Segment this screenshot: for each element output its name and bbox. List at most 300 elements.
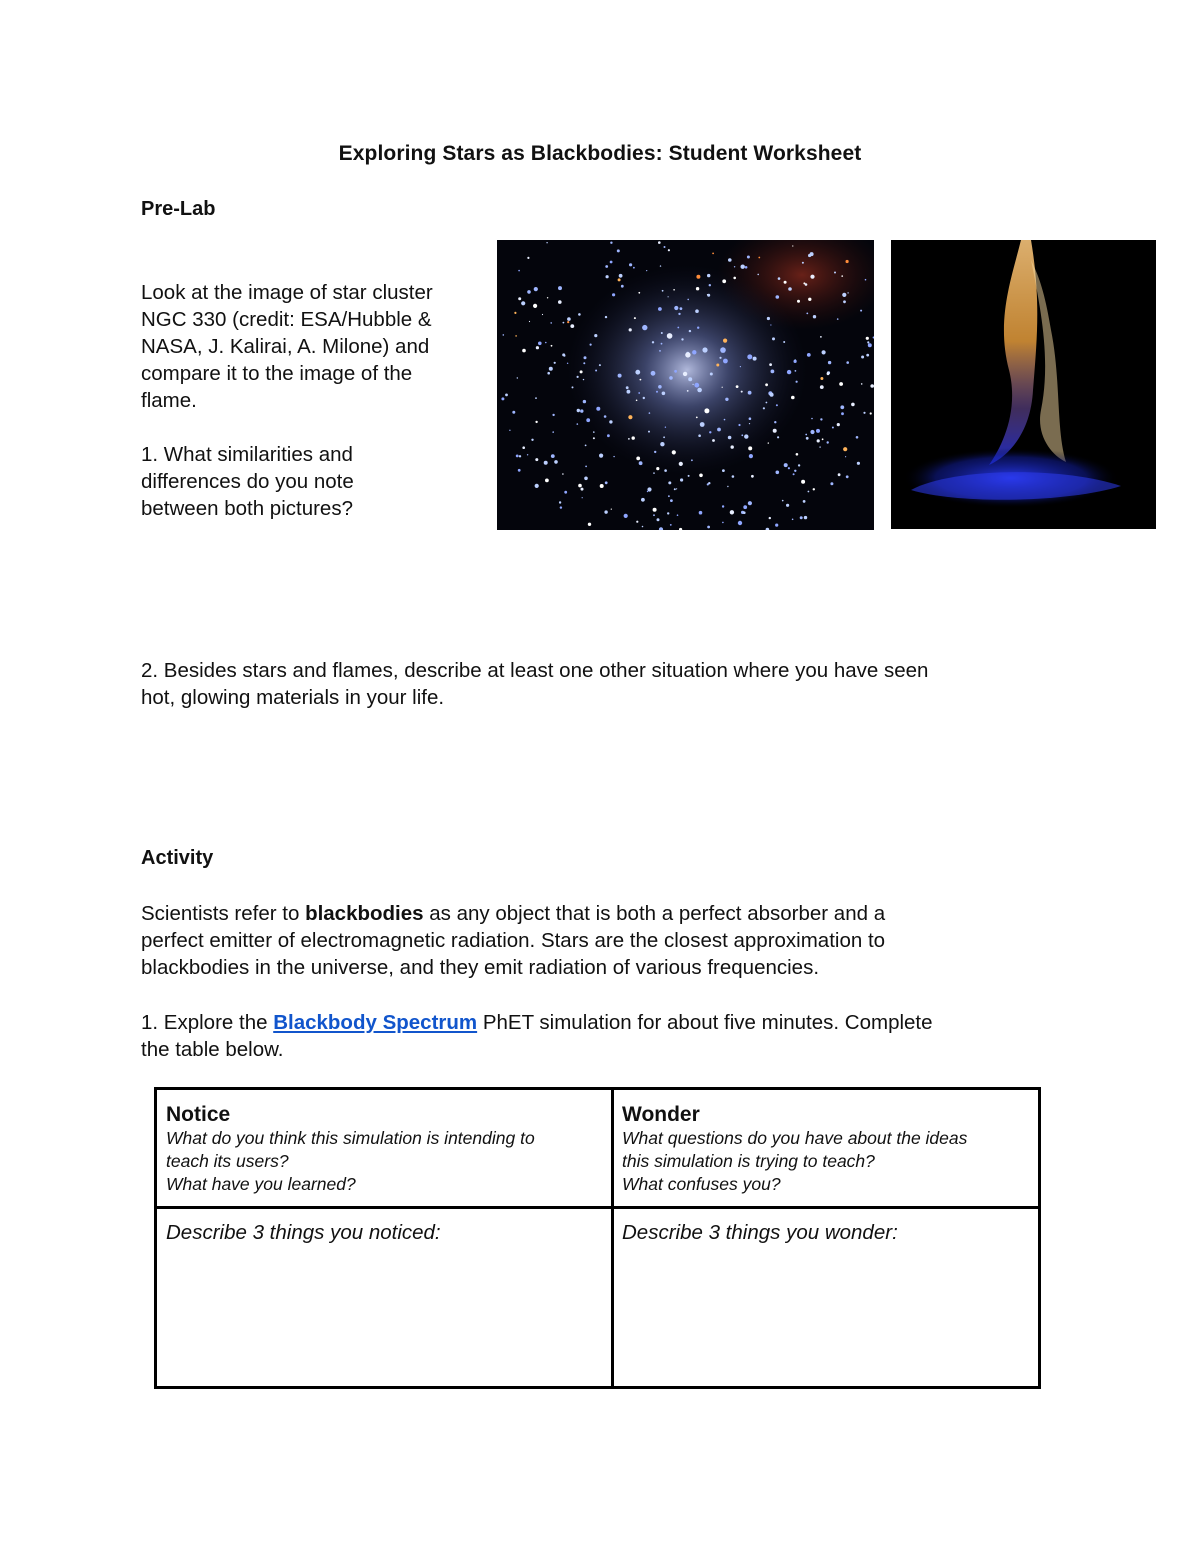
star-dot <box>636 400 638 402</box>
star-dot <box>851 403 855 407</box>
star-dot <box>745 266 748 269</box>
star-dot <box>863 412 865 414</box>
star-dot <box>819 446 820 447</box>
star-dot <box>722 505 724 507</box>
star-dot <box>567 363 568 364</box>
star-dot <box>769 517 771 519</box>
term-blackbodies: blackbodies <box>305 902 424 925</box>
star-dot <box>518 469 521 472</box>
star-dot <box>707 294 710 297</box>
star-dot <box>611 509 612 510</box>
star-dot <box>722 469 725 472</box>
star-dot <box>806 313 808 315</box>
star-dot <box>856 436 859 439</box>
star-dot <box>535 484 539 488</box>
star-dot <box>723 339 727 343</box>
star-dot <box>841 275 843 277</box>
star-dot <box>518 297 521 300</box>
star-dot <box>656 467 659 470</box>
star-dot <box>527 257 529 259</box>
star-dot <box>550 322 552 324</box>
star-dot <box>663 436 665 438</box>
star-dot <box>658 307 662 311</box>
star-dot <box>582 497 583 498</box>
star-dot <box>810 275 814 279</box>
star-dot <box>842 293 846 297</box>
star-dot <box>521 301 525 305</box>
notice-subtext: What do you think this simulation is intending to <box>166 1128 535 1148</box>
star-dot <box>866 337 869 340</box>
star-dot <box>538 342 542 346</box>
notice-answer-cell[interactable]: Describe 3 things you noticed: <box>166 1221 441 1244</box>
star-dot <box>661 343 663 345</box>
star-dot <box>512 411 515 414</box>
notice-subtext: What have you learned? <box>166 1174 356 1194</box>
star-dot <box>743 505 747 509</box>
star-dot <box>552 431 554 433</box>
star-dot <box>811 418 813 420</box>
star-dot <box>770 324 771 325</box>
star-dot <box>695 309 699 313</box>
star-dot <box>806 437 809 440</box>
star-dot <box>580 409 583 412</box>
star-dot <box>613 456 614 457</box>
star-dot <box>807 353 811 357</box>
star-dot <box>668 249 670 251</box>
star-dot <box>618 278 621 281</box>
star-dot <box>545 342 547 344</box>
star-dot <box>626 386 629 389</box>
star-dot <box>656 391 658 393</box>
star-dot <box>517 377 518 378</box>
star-dot <box>808 298 811 301</box>
star-dot <box>672 450 676 454</box>
question-line: 2. Besides stars and flames, describe at least one other situation where you have seen <box>141 659 929 682</box>
star-dot <box>707 274 710 277</box>
prelab-intro <box>141 279 433 414</box>
star-dot <box>717 428 721 432</box>
prelab-intro-line: Look at the image of star cluster <box>141 281 433 304</box>
star-dot <box>535 421 537 423</box>
star-dot <box>822 438 824 440</box>
blackbody-spectrum-link[interactable]: Blackbody Spectrum <box>273 1011 478 1034</box>
star-dot <box>662 392 666 396</box>
star-dot <box>734 266 735 267</box>
star-dot <box>784 281 787 284</box>
star-dot <box>783 341 785 343</box>
star-dot <box>554 362 556 364</box>
star-dot <box>738 521 742 525</box>
paragraph-line: the table below. <box>141 1038 284 1061</box>
star-dot <box>584 477 588 481</box>
star-dot <box>660 442 664 446</box>
star-dot <box>519 455 521 457</box>
prelab-question-2 <box>141 657 928 711</box>
star-dot <box>609 420 612 423</box>
star-dot <box>658 241 661 244</box>
star-dot <box>658 385 662 389</box>
star-dot <box>607 434 610 437</box>
star-dot <box>792 519 794 521</box>
star-dot <box>660 265 661 266</box>
star-dot <box>691 459 693 461</box>
star-dot <box>747 256 750 259</box>
star-dot <box>674 306 678 310</box>
star-dot <box>638 292 640 294</box>
star-dot <box>505 394 508 397</box>
star-dot <box>647 491 648 492</box>
star-dot <box>775 524 778 527</box>
star-dot <box>657 518 660 521</box>
text-run: 1. Explore the <box>141 1011 274 1034</box>
question-line: between both pictures? <box>141 497 353 520</box>
star-dot <box>837 318 839 320</box>
star-dot <box>578 484 582 488</box>
notice-title: Notice <box>166 1103 231 1126</box>
star-dot <box>728 436 732 440</box>
star-dot <box>758 257 760 259</box>
star-dot <box>784 463 788 467</box>
star-dot <box>716 364 719 367</box>
star-dot <box>674 370 677 373</box>
star-dot <box>766 402 768 404</box>
paragraph-line <box>141 900 885 927</box>
star-dot <box>837 423 840 426</box>
star-dot <box>567 317 571 321</box>
star-dot <box>820 377 823 380</box>
star-dot <box>687 390 689 392</box>
star-dot <box>642 526 644 528</box>
star-dot <box>697 388 702 393</box>
star-dot <box>633 267 635 269</box>
star-dot <box>588 523 591 526</box>
star-dot <box>722 387 723 388</box>
star-dot <box>866 354 869 357</box>
paragraph-line: blackbodies in the universe, and they emit radiation of various frequencies. <box>141 956 820 979</box>
star-dot <box>535 397 537 399</box>
star-dot <box>677 327 679 329</box>
star-dot <box>653 472 655 474</box>
star-dot <box>793 473 795 475</box>
star-dot <box>696 275 700 279</box>
page-title: Exploring Stars as Blackbodies: Student Worksheet <box>338 142 862 165</box>
star-dot <box>634 317 636 319</box>
star-dot <box>577 376 579 378</box>
star-dot <box>558 286 562 290</box>
star-dot <box>740 366 741 367</box>
star-dot <box>621 285 624 288</box>
star-dot <box>820 385 824 389</box>
star-dot <box>843 447 847 451</box>
star-dot <box>827 441 829 443</box>
star-dot <box>668 481 671 484</box>
star-dot <box>636 457 640 461</box>
star-dot <box>820 418 822 420</box>
prelab-intro-line: NASA, J. Kalirai, A. Milone) and <box>141 335 430 358</box>
star-dot <box>741 434 743 436</box>
star-dot <box>652 341 654 343</box>
star-dot <box>820 336 822 338</box>
star-dot <box>834 272 836 274</box>
wonder-header-cell <box>622 1103 1042 1196</box>
star-dot <box>696 287 699 290</box>
star-dot <box>777 436 779 438</box>
star-dot <box>788 467 790 469</box>
star-dot <box>572 386 574 388</box>
star-dot <box>697 327 699 329</box>
star-dot <box>677 514 679 516</box>
star-dot <box>651 371 656 376</box>
table-divider-horizontal <box>157 1206 1038 1209</box>
star-dot <box>776 471 780 475</box>
star-dot <box>738 424 740 426</box>
star-dot <box>700 422 705 427</box>
star-dot <box>802 262 804 264</box>
star-dot <box>797 300 800 303</box>
star-dot <box>580 370 583 373</box>
star-dot <box>629 328 632 331</box>
star-dot <box>604 415 607 418</box>
star-dot <box>577 423 579 425</box>
wonder-title: Wonder <box>622 1103 700 1126</box>
star-dot <box>518 270 520 272</box>
star-dot <box>698 434 701 437</box>
star-dot <box>843 300 846 303</box>
flame-image <box>891 240 1156 529</box>
star-dot <box>549 367 553 371</box>
star-dot <box>838 473 841 476</box>
star-dot <box>503 334 505 336</box>
star-dot <box>776 295 780 299</box>
star-dot <box>533 304 537 308</box>
star-dot <box>687 299 689 301</box>
star-dot <box>516 455 519 458</box>
star-dot <box>624 514 628 518</box>
star-dot <box>808 491 810 493</box>
star-dot <box>639 461 643 465</box>
activity-heading: Activity <box>141 847 214 869</box>
star-dot <box>751 475 754 478</box>
star-dot <box>817 439 820 442</box>
star-dot <box>787 370 791 374</box>
star-dot <box>534 287 538 291</box>
star-dot <box>828 361 831 364</box>
star-dot <box>749 417 752 420</box>
star-dot <box>636 521 638 523</box>
text-run: Scientists refer to <box>141 902 306 925</box>
star-dot <box>586 418 590 422</box>
star-dot <box>669 376 673 380</box>
star-dot <box>629 263 632 266</box>
wonder-subtext: this simulation is trying to teach? <box>622 1151 875 1171</box>
star-dot <box>778 277 781 280</box>
star-dot <box>604 510 607 513</box>
star-dot <box>627 390 631 394</box>
text-run: as any object that is both a perfect absorber and a <box>423 902 886 925</box>
star-dot <box>767 317 770 320</box>
star-dot <box>765 383 768 386</box>
star-dot <box>847 292 848 293</box>
star-dot <box>870 384 874 388</box>
notice-wonder-table <box>154 1087 1041 1389</box>
table-divider-vertical <box>611 1090 614 1386</box>
star-dot <box>702 347 707 352</box>
star-dot <box>768 442 769 443</box>
text-run: PhET simulation for about five minutes. Complete <box>477 1011 933 1034</box>
star-dot <box>527 290 531 294</box>
star-dot <box>617 249 620 252</box>
star-dot <box>773 429 777 433</box>
star-dot <box>763 407 765 409</box>
star-dot <box>542 314 543 315</box>
notice-subtext: teach its users? <box>166 1151 289 1171</box>
star-dot <box>747 354 752 359</box>
star-dot <box>722 279 726 283</box>
star-dot <box>736 385 739 388</box>
star-dot <box>509 430 510 431</box>
star-dot <box>562 473 564 475</box>
star-dot <box>605 481 608 484</box>
star-dot <box>845 456 846 457</box>
star-dot <box>846 361 849 364</box>
star-dot <box>536 346 539 349</box>
star-dot <box>774 421 776 423</box>
star-dot <box>674 488 676 490</box>
star-dot <box>583 362 585 364</box>
star-dot <box>590 344 592 346</box>
star-dot <box>748 446 752 450</box>
star-dot <box>679 462 683 466</box>
star-dot <box>748 501 752 505</box>
star-dot <box>725 398 728 401</box>
star-dot <box>670 499 673 502</box>
wonder-subtext: What questions do you have about the ideas <box>622 1128 968 1148</box>
star-dot <box>704 408 709 413</box>
star-dot <box>643 397 645 399</box>
star-dot <box>776 404 778 406</box>
star-dot <box>610 261 613 264</box>
star-dot <box>699 511 703 515</box>
prelab-intro-line: flame. <box>141 389 197 412</box>
star-dot <box>861 383 863 385</box>
star-dot <box>712 253 714 255</box>
star-dot <box>667 512 669 514</box>
star-dot <box>801 480 805 484</box>
star-dot <box>668 495 670 497</box>
star-dot <box>545 479 549 483</box>
star-dot <box>753 357 757 361</box>
paragraph-line <box>141 1009 933 1036</box>
star-dot <box>689 330 691 332</box>
star-dot <box>868 343 872 347</box>
star-dot <box>794 359 796 361</box>
star-dot <box>798 464 800 466</box>
star-dot <box>599 364 601 366</box>
star-dot <box>567 321 569 323</box>
star-dot <box>744 434 748 438</box>
star-dot <box>813 315 816 318</box>
star-dot <box>522 349 526 353</box>
star-dot <box>680 478 683 481</box>
star-dot <box>772 337 775 340</box>
star-dot <box>628 415 632 419</box>
star-dot <box>563 322 565 324</box>
star-dot <box>727 486 728 487</box>
star-dot <box>600 484 604 488</box>
star-dot <box>501 397 504 400</box>
star-dot <box>593 437 595 439</box>
wonder-answer-cell[interactable]: Describe 3 things you wonder: <box>622 1221 898 1244</box>
star-dot <box>694 383 699 388</box>
star-dot <box>786 504 789 507</box>
star-dot <box>642 325 647 330</box>
star-dot <box>678 313 680 315</box>
star-dot <box>804 516 807 519</box>
star-dot <box>577 409 580 412</box>
star-dot <box>867 341 869 343</box>
star-dot <box>649 412 651 414</box>
star-dot <box>841 412 844 415</box>
star-dot <box>723 359 728 364</box>
star-dot <box>720 347 726 353</box>
activity-paragraph <box>141 900 885 981</box>
star-dot <box>803 282 805 284</box>
star-dot <box>595 370 597 372</box>
star-dot <box>860 310 862 312</box>
star-dot <box>757 274 759 276</box>
star-dot <box>685 352 690 357</box>
paragraph-line: perfect emitter of electromagnetic radiation. Stars are the closest approximation to <box>141 929 886 952</box>
star-dot <box>594 334 597 337</box>
star-dot <box>560 506 562 508</box>
star-dot <box>782 500 784 502</box>
star-dot <box>749 423 750 424</box>
star-dot <box>710 373 713 376</box>
star-dot <box>827 372 830 375</box>
star-dot <box>667 333 673 339</box>
star-dot <box>688 475 690 477</box>
star-dot <box>659 350 661 352</box>
star-dot <box>664 246 666 248</box>
star-dot <box>605 316 607 318</box>
star-dot <box>638 392 640 394</box>
star-dot <box>661 332 663 334</box>
star-dot <box>788 287 792 291</box>
star-dot <box>662 290 664 292</box>
star-dot <box>722 522 724 524</box>
prelab-intro-line: compare it to the image of the <box>141 362 413 385</box>
star-dot <box>732 475 735 478</box>
star-dot <box>731 445 734 448</box>
notice-header-cell <box>166 1103 586 1196</box>
star-dot <box>800 516 803 519</box>
star-dot <box>551 454 555 458</box>
star-dot <box>733 277 736 280</box>
wonder-subtext: What confuses you? <box>622 1174 781 1194</box>
star-dot <box>676 488 677 489</box>
star-dot <box>646 270 647 271</box>
star-dot <box>796 453 799 456</box>
star-dot <box>632 436 635 439</box>
star-dot <box>741 265 745 269</box>
star-dot <box>846 475 849 478</box>
star-dot <box>618 374 622 378</box>
star-dot <box>670 524 672 526</box>
star-dot <box>692 350 696 354</box>
star-dot <box>707 526 710 529</box>
star-dot <box>805 434 807 436</box>
star-dot <box>712 439 715 442</box>
